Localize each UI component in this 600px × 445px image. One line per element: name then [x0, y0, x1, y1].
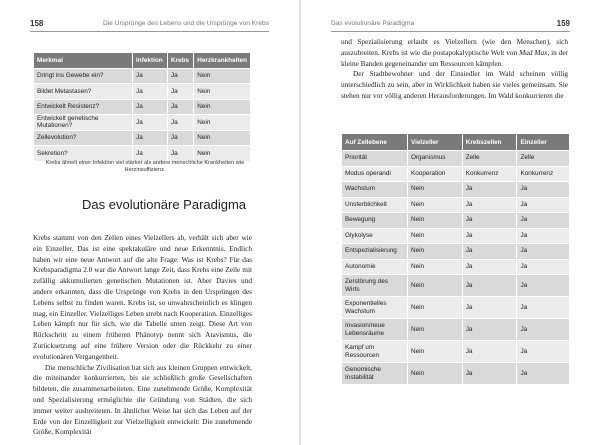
table-cell: Ja [133, 131, 167, 146]
table-row [342, 363, 569, 384]
table-cell: Ja [463, 319, 517, 340]
table-header-cell: Einzeller [517, 134, 569, 150]
table-cell: Nein [194, 131, 250, 146]
table-cell: Ja [463, 341, 517, 362]
table-cell: Sekretion? [34, 146, 132, 161]
table-cell: Kooperation [408, 167, 462, 182]
table-row [342, 341, 569, 362]
table-cell: Ja [133, 115, 167, 130]
table-cell: Ja [168, 131, 193, 146]
running-title: Das evolutionäre Paradigma [331, 20, 415, 27]
table-cell: Invasion/neue Lebensräume [342, 319, 407, 340]
table-cell: Ja [463, 363, 517, 384]
table-cell: Ja [133, 146, 167, 161]
table-cell: Nein [408, 297, 462, 318]
table-cell: Wachstum [342, 182, 407, 197]
table-header-cell: Infektion [133, 53, 167, 68]
cell-level-comparison-table [341, 133, 570, 385]
paragraph: Krebs stammt von den Zellen eines Vielzellers ab, verhält sich aber wie ein Einzeller. Das ist eine spektakuläre und neue Erkenntnis. Endlich haben wir eine neue Antwort auf die alte Frage: Was ist Krebs? Für das Krebsparadigma 2.0 war die Antwort lange Zeit, dass Krebs eine Zelle mit zufällig akkumulierten genetischen Mutationen ist. Aber Davies und andere erkannten, dass die Ursprünge von Krebs in den Ursprüngen des Lebens selbst zu finden waren. Krebs ist, so unwahrscheinlich es klingen mag, ein Einzeller. Vielzelliges Leben strebt nach Kooperation. Einzelliges Leben kämpft nur für sich, wie die Tabelle unten zeigt. Diese Art von Rückschritt zu einem früheren Phänotyp nennt sich Atavismus, die Zurücksetzung auf eine frühere Version oder die Rückkehr zu einer evolutionären Vergangenheit. [33, 233, 252, 361]
table-cell: Ja [463, 297, 517, 318]
table-header-cell: Merkmal [34, 53, 132, 68]
comparison-table-diseases [33, 52, 251, 162]
table-cell: Ja [463, 244, 517, 259]
table-row [34, 69, 250, 84]
right-page [301, 0, 600, 445]
table-cell: Bewegung [342, 213, 407, 228]
table-cell: Ja [133, 84, 167, 99]
table-row [342, 275, 569, 296]
table-cell: Ja [463, 213, 517, 228]
table-cell: Nein [408, 198, 462, 213]
table-cell: Nein [194, 115, 250, 130]
table-cell: Ja [168, 84, 193, 99]
table-cell: Nein [408, 244, 462, 259]
table-cell: Ja [517, 229, 569, 244]
table-row [34, 115, 250, 130]
paragraph-text: und Spezialisierung erlaubt es Vielzellern (wie den Menschen), sich auszubreiten. Krebs ist wie die postapokalyptische Welt von [341, 37, 568, 57]
table-cell: Ja [168, 115, 193, 130]
table-cell: Unsterblichkeit [342, 198, 407, 213]
paragraph-text: , in der kleine Banden gegeneinander um Ressourcen kämpfen. [341, 47, 569, 68]
table-row [342, 151, 569, 166]
table-row [34, 100, 250, 115]
table-cell: Ja [517, 297, 569, 318]
table-cell: Nein [408, 341, 462, 362]
running-title: Die Ursprünge des Lebens und die Ursprünge von Krebs [102, 20, 269, 27]
table-cell: Zelle [517, 151, 569, 166]
table-cell: Nein [194, 84, 250, 99]
table-cell: Nein [408, 319, 462, 340]
table-cell: Organismus [408, 151, 462, 166]
table-cell: Bildet Metastasen? [34, 84, 132, 99]
table-cell: Nein [408, 229, 462, 244]
table-cell: Konkurrenz [517, 167, 569, 182]
table-header-cell: Herzkrankheiten [194, 53, 250, 68]
table-cell: Ja [517, 213, 569, 228]
table-row [342, 260, 569, 275]
table-header-cell: Krebszellen [463, 134, 517, 150]
table-cell: Nein [408, 363, 462, 384]
page-number: 158 [30, 19, 44, 28]
table-cell: Ja [517, 198, 569, 213]
table-cell: Ja [463, 198, 517, 213]
table-row [34, 146, 250, 161]
table-cell: Ja [463, 275, 517, 296]
table-cell: Ja [517, 244, 569, 259]
right-page-header [331, 19, 570, 32]
table-cell: Nein [194, 100, 250, 115]
table-cell: Ja [133, 69, 167, 84]
table-row [342, 213, 569, 228]
table-cell: Ja [517, 260, 569, 275]
table-header-row [342, 134, 569, 150]
table-cell: Ja [517, 319, 569, 340]
right-body-text [341, 37, 568, 102]
table-cell: Genomische Instabilität [342, 363, 407, 384]
table-row [342, 297, 569, 318]
table-header-row [34, 53, 250, 68]
table-cell: Ja [517, 363, 569, 384]
table-cell: Ja [133, 100, 167, 115]
table-cell: Entwickelt genetische Mutationen? [34, 115, 132, 130]
table-cell: Ja [517, 341, 569, 362]
table-cell: Priorität [342, 151, 407, 166]
table-cell: Zerstörung des Wirts [342, 275, 407, 296]
table-cell: Nein [408, 260, 462, 275]
table-cell: Ja [168, 146, 193, 161]
table-row [342, 167, 569, 182]
table-cell: Nein [408, 275, 462, 296]
left-body-text [33, 233, 252, 438]
table-cell: Glykolyse [342, 229, 407, 244]
table-cell: Entwickelt Resistenz? [34, 100, 132, 115]
table-cell: Exponentielles Wachstum [342, 297, 407, 318]
table-cell: Zelle [463, 151, 517, 166]
table-header-cell: Auf Zellebene [342, 134, 407, 150]
section-heading: Das evolutionäre Paradigma [82, 197, 247, 212]
table-cell: Kampf um Ressourcen [342, 341, 407, 362]
table-cell: Nein [194, 146, 250, 161]
table-cell: Nein [408, 182, 462, 197]
table-cell: Ja [517, 182, 569, 197]
table-row [34, 84, 250, 99]
paragraph: Der Stadtbewohner und der Einsiedler im Wald scheinen völlig unterschiedlich zu sein, aber in Wirklichkeit haben sie vieles gemeinsam. Sie stehen nur vor völlig anderen Herausforderungen. Im Wald konkurrieren die [341, 69, 568, 100]
table-cell: Ja [463, 260, 517, 275]
table-cell: Ja [168, 100, 193, 115]
paragraph: Die menschliche Zivilisation hat sich aus kleinen Gruppen entwickelt, die miteinander konkurrierten, bis sie schließlich große Gesellschaften bildeten, die zusammenarbeiteten. Eine zunehmende Größe, Komplexität und Spezialisierung ermöglichte die Gründung von Städten, die sich immer weiter ausbreiteten. In ähnlicher Weise hat sich das Leben auf der Erde von der Einzelligkeit zur Vielzelligkeit entwickelt: Die zunehmende Größe, Komplexität [33, 362, 252, 437]
table-cell: Ja [463, 229, 517, 244]
table-cell: Nein [408, 213, 462, 228]
table-cell: Dringt ins Gewebe ein? [34, 69, 132, 84]
table-row [342, 182, 569, 197]
table-header-cell: Krebs [168, 53, 193, 68]
table-cell: Entspezialisierung [342, 244, 407, 259]
left-page [0, 0, 299, 445]
table-cell: Modus operandi [342, 167, 407, 182]
table-row [342, 198, 569, 213]
page-number: 159 [556, 19, 570, 28]
film-title: Mad Max [519, 47, 548, 57]
table-row [342, 229, 569, 244]
table-row [342, 319, 569, 340]
paragraph [341, 37, 568, 69]
table-row [34, 131, 250, 146]
table-row [342, 244, 569, 259]
table-cell: Ja [463, 182, 517, 197]
table-caption: Krebs ähnelt einer Infektion viel stärker als andere menschliche Krankheiten wie Herzinsuffizienz. [45, 160, 245, 173]
table-cell: Ja [168, 69, 193, 84]
left-page-header [30, 19, 269, 32]
table-cell: Nein [194, 69, 250, 84]
table-cell: Konkurrenz [463, 167, 517, 182]
table-cell: Zellevolution? [34, 131, 132, 146]
table-cell: Ja [517, 275, 569, 296]
table-header-cell: Vielzeller [408, 134, 462, 150]
table-cell: Autonomie [342, 260, 407, 275]
